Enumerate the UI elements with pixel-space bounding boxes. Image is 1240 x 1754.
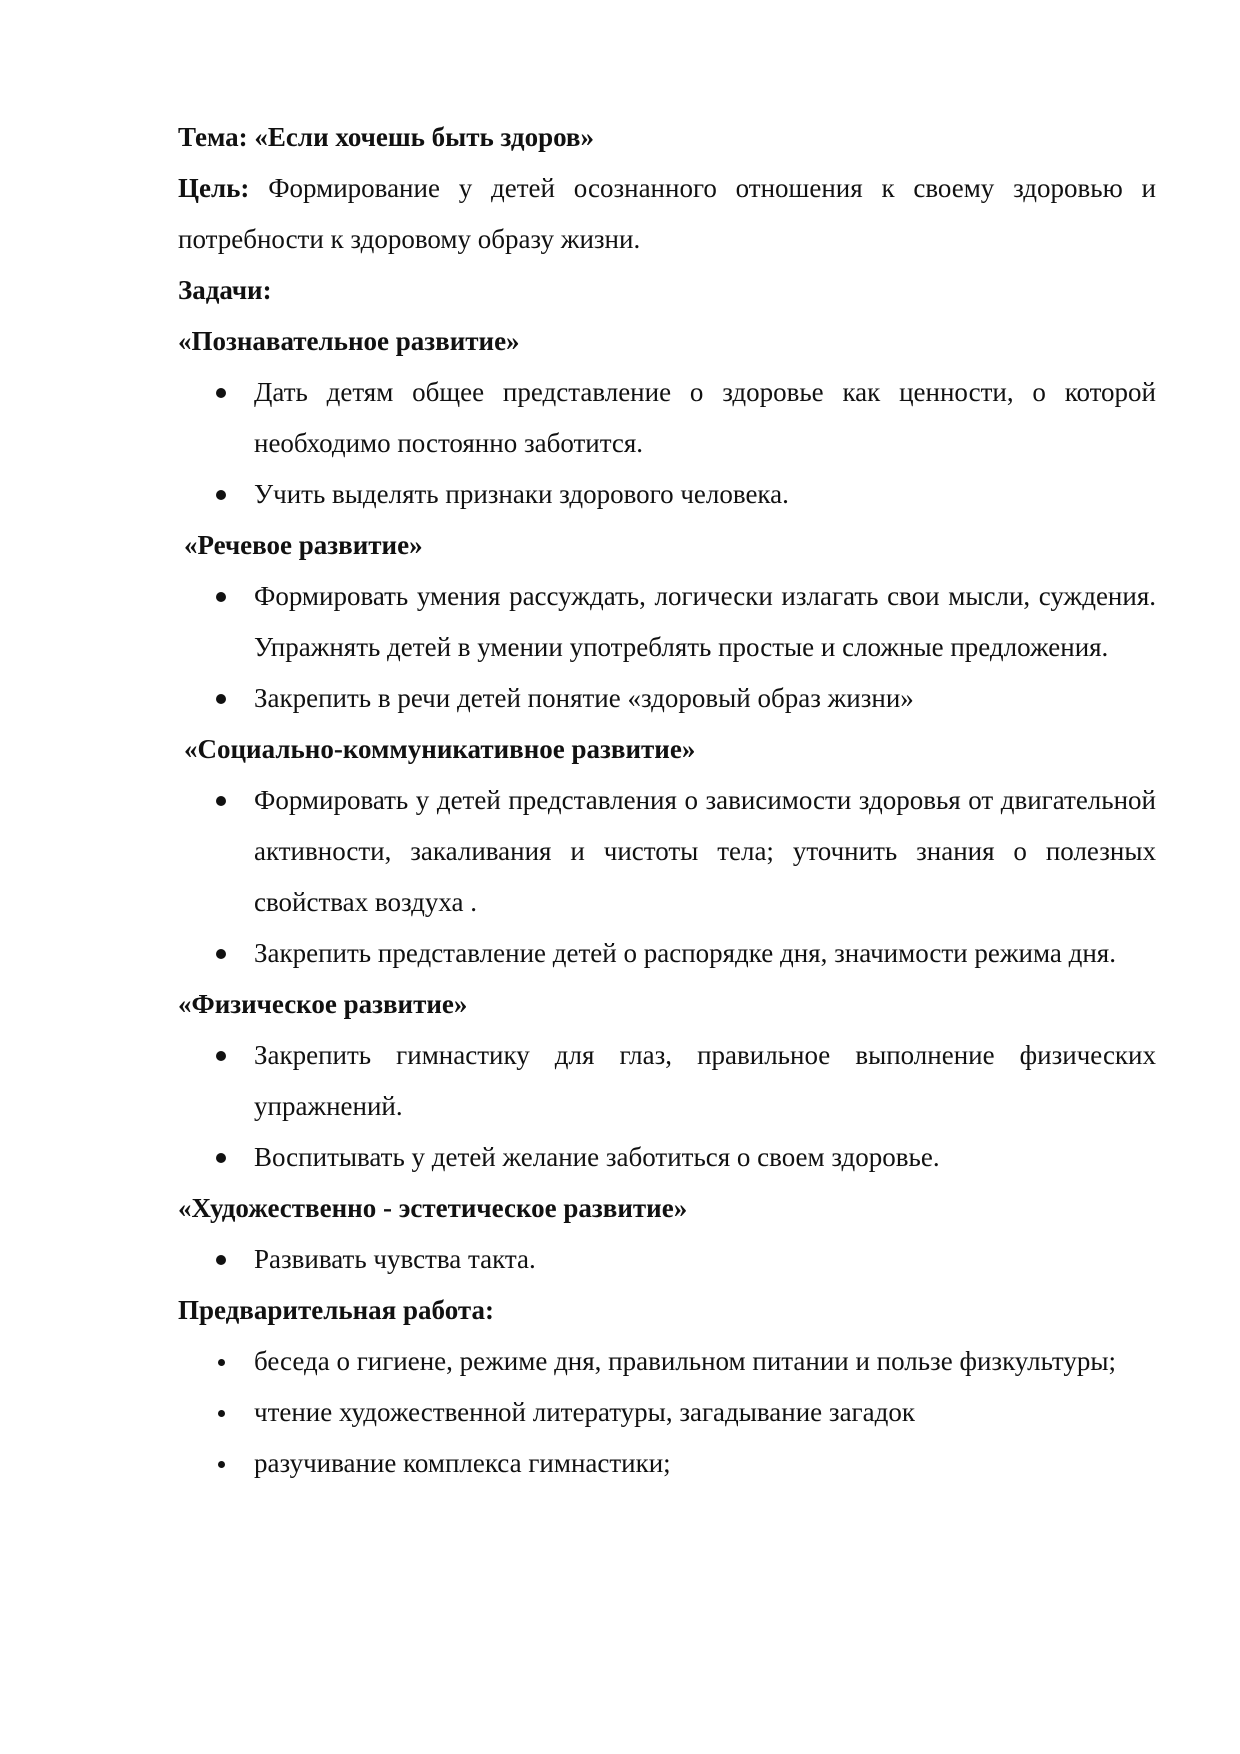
section-list-speech: [178, 571, 1156, 724]
section-title-social: «Социально-коммуникативное развитие»: [184, 734, 696, 764]
theme-line: [178, 112, 1156, 163]
list-item: чтение художественной литературы, загадывание загадок: [178, 1387, 1156, 1438]
bullet-icon: [218, 1461, 225, 1468]
list-item: Закрепить представление детей о распорядке дня, значимости режима дня.: [178, 928, 1156, 979]
theme-value: «Если хочешь быть здоров»: [254, 122, 594, 152]
theme-label: Тема:: [178, 122, 248, 152]
tasks-heading: Задачи:: [178, 275, 272, 305]
bullet-icon: [216, 949, 226, 959]
bullet-icon: [216, 796, 226, 806]
list-item: Закрепить в речи детей понятие «здоровый образ жизни»: [178, 673, 1156, 724]
preliminary-list: [178, 1336, 1156, 1489]
list-item: Дать детям общее представление о здоровье как ценности, о которой необходимо постоянно заботится.: [178, 367, 1156, 469]
bullet-icon: [216, 1153, 226, 1163]
section-title-speech: «Речевое развитие»: [184, 530, 423, 560]
section-list-physical: [178, 1030, 1156, 1183]
section-list-social: [178, 775, 1156, 979]
list-item: Учить выделять признаки здорового человека.: [178, 469, 1156, 520]
list-item: Формировать у детей представления о зависимости здоровья от двигательной активности, закаливания и чистоты тела; уточнить знания о полезных свойствах воздуха .: [178, 775, 1156, 928]
preliminary-title: Предварительная работа:: [178, 1295, 494, 1325]
section-title-physical: «Физическое развитие»: [178, 989, 468, 1019]
section-title-cognitive: «Познавательное развитие»: [178, 326, 520, 356]
section-list-artistic: [178, 1234, 1156, 1285]
goal-text: Формирование у детей осознанного отношения к своему здоровью и потребности к здоровому образу жизни.: [178, 173, 1157, 254]
bullet-icon: [216, 490, 226, 500]
goal-paragraph: [178, 163, 1156, 265]
bullet-icon: [216, 1255, 226, 1265]
list-item: разучивание комплекса гимнастики;: [178, 1438, 1156, 1489]
list-item: Формировать умения рассуждать, логически излагать свои мысли, суждения. Упражнять детей в умении употреблять простые и сложные предложения.: [178, 571, 1156, 673]
bullet-icon: [216, 592, 226, 602]
list-item: Развивать чувства такта.: [178, 1234, 1156, 1285]
bullet-icon: [216, 1051, 226, 1061]
list-item: Закрепить гимнастику для глаз, правильное выполнение физических упражнений.: [178, 1030, 1156, 1132]
bullet-icon: [218, 1359, 225, 1366]
list-item: Воспитывать у детей желание заботиться о своем здоровье.: [178, 1132, 1156, 1183]
bullet-icon: [218, 1410, 225, 1417]
section-title-artistic: «Художественно - эстетическое развитие»: [178, 1193, 688, 1223]
list-item: беседа о гигиене, режиме дня, правильном питании и пользе физкультуры;: [178, 1336, 1156, 1387]
goal-label: Цель:: [178, 173, 250, 203]
section-list-cognitive: [178, 367, 1156, 520]
bullet-icon: [216, 388, 226, 398]
bullet-icon: [216, 694, 226, 704]
